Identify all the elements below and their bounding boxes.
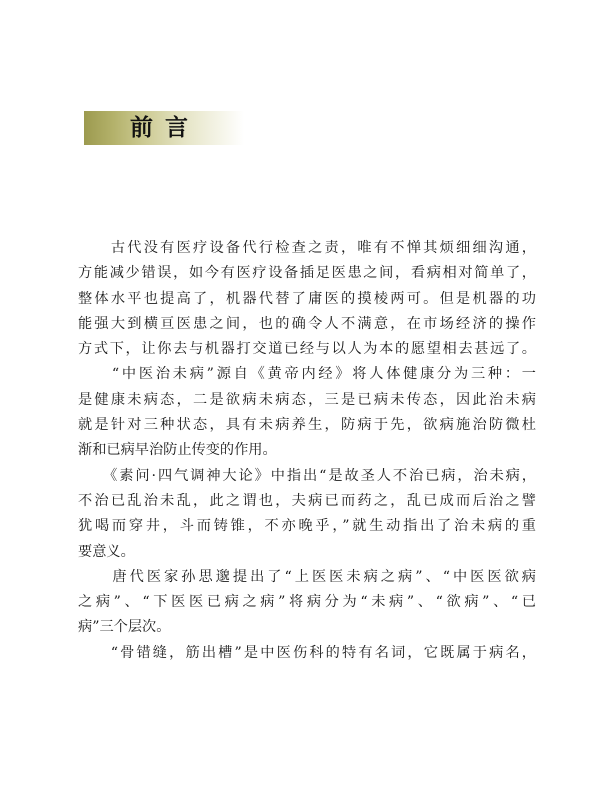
text-line: 是健康未病态，二是欲病未病态，三是已病未传态，因此治未病	[78, 391, 536, 408]
paragraph-4	[78, 565, 536, 641]
text-line: 犹喝而穿井，斗而铸锥，不亦晚乎，”就生动指出了治未病的重	[78, 518, 536, 535]
page-title: 前言	[130, 114, 200, 141]
text-line: 古代没有医疗设备代行检查之责，唯有不惮其烦细细沟通，	[78, 240, 536, 256]
text-line: “中医治未病”源自《黄帝内经》将人体健康分为三种：一	[78, 366, 536, 383]
paragraph-5	[78, 641, 536, 666]
paragraph-3	[78, 464, 536, 565]
paragraph-2	[78, 362, 536, 463]
text-line: 唐代医家孙思邈提出了“上医医未病之病”、“中医医欲病	[78, 568, 536, 585]
text-line: 《素问·四气调神大论》中指出“是故圣人不治已病，治未病，	[78, 467, 536, 484]
text-line: 就是针对三种状态，具有未病养生，防病于先，欲病施治防微杜	[78, 417, 536, 434]
text-line: 不治已乱治未乱，此之谓也，夫病已而药之，乱已成而后治之譬	[78, 492, 536, 509]
text-line: 方能减少错误，如今有医疗设备插足医患之间，看病相对简单了，	[78, 265, 536, 282]
text-line: 之病”、“下医医已病之病”将病分为“未病”、“欲病”、“已	[78, 594, 536, 611]
text-line: 方式下，让你去与机器打交道已经与以人为本的愿望相去甚远了。	[78, 341, 536, 358]
text-line: 渐和已病早治防止传变的作用。	[78, 442, 277, 459]
text-line: “骨错缝，筋出槽”是中医伤科的特有名词，它既属于病名，	[78, 644, 536, 661]
text-line: 能强大到横亘医患之间，也的确令人不满意，在市场经济的操作	[78, 315, 536, 332]
text-line: 整体水平也提高了，机器代替了庸医的摸棱两可。但是机器的功	[78, 290, 536, 307]
paragraph-1	[78, 236, 536, 362]
document-body	[78, 236, 536, 666]
text-line: 病”三个层次。	[78, 619, 171, 636]
text-line: 要意义。	[78, 543, 135, 560]
